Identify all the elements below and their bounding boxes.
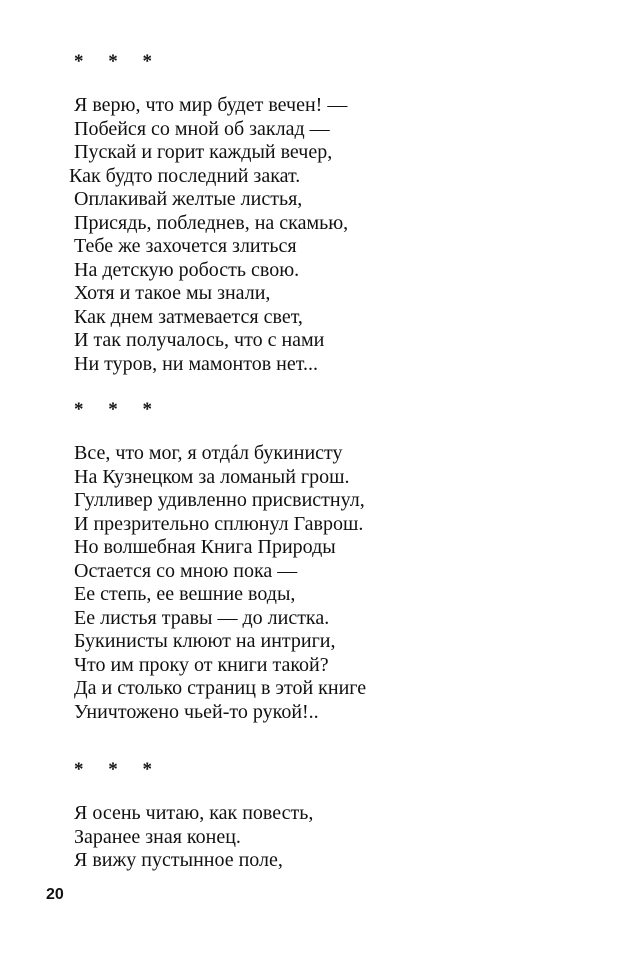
poem-line: Ее степь, ее вешние воды, — [74, 583, 296, 605]
poem-line: Заранее зная конец. — [74, 825, 241, 848]
poem-line: Оплакивай желтые листья, — [74, 188, 303, 210]
poem-line: Я осень читаю, как повесть, — [74, 802, 314, 824]
poem-line: Ни туров, ни мамонтов нет... — [74, 352, 318, 375]
poem-3 — [74, 760, 594, 873]
poem-line: Побейся со мной об заклад — — [74, 117, 330, 140]
poem-line: Хотя и такое мы знали, — [74, 282, 271, 304]
poem-line: И презрительно сплюнул Гаврош. — [74, 512, 364, 535]
poem-line: На детскую робость свою. — [74, 258, 300, 281]
section-ornament: * * * — [74, 759, 162, 780]
poem-line: Я верю, что мир будет вечен! — — [74, 94, 348, 116]
poem-2 — [74, 400, 594, 724]
poem-line: Остается со мною пока — — [74, 559, 298, 582]
poem-line: Уничтожено чьей-то рукой!.. — [74, 700, 319, 723]
poem-line: Как будто последний закат. — [69, 164, 301, 187]
poem-line: Что им проку от книги такой? — [74, 653, 329, 676]
poem-line: Пускай и горит каждый вечер, — [74, 141, 333, 163]
poem-line: Но волшебная Книга Природы — [74, 536, 336, 558]
poem-line: На Кузнецком за ломаный грош. — [74, 465, 350, 488]
poem-line: Гулливер удивленно присвистнул, — [74, 489, 365, 511]
poem-line: Как днем затмевается свет, — [74, 305, 303, 328]
poem-line: Все, что мог, я отдáл букинисту — [74, 442, 343, 464]
page-number: 20 — [46, 886, 64, 903]
poem-line: Тебе же захочется злиться — [74, 235, 297, 257]
poem-line: Я вижу пустынное поле, — [74, 849, 283, 871]
poem-line: Букинисты клюют на интриги, — [74, 630, 336, 652]
poem-line: Да и столько страниц в этой книге — [74, 677, 367, 699]
poem-line: И так получалось, что с нами — [74, 329, 325, 351]
poem-1 — [69, 51, 594, 376]
poem-line: Ее листья травы — до листка. — [74, 606, 330, 629]
poem-line: Присядь, побледнев, на скамью, — [74, 211, 349, 234]
section-ornament: * * * — [74, 399, 162, 420]
section-ornament: * * * — [74, 51, 162, 72]
